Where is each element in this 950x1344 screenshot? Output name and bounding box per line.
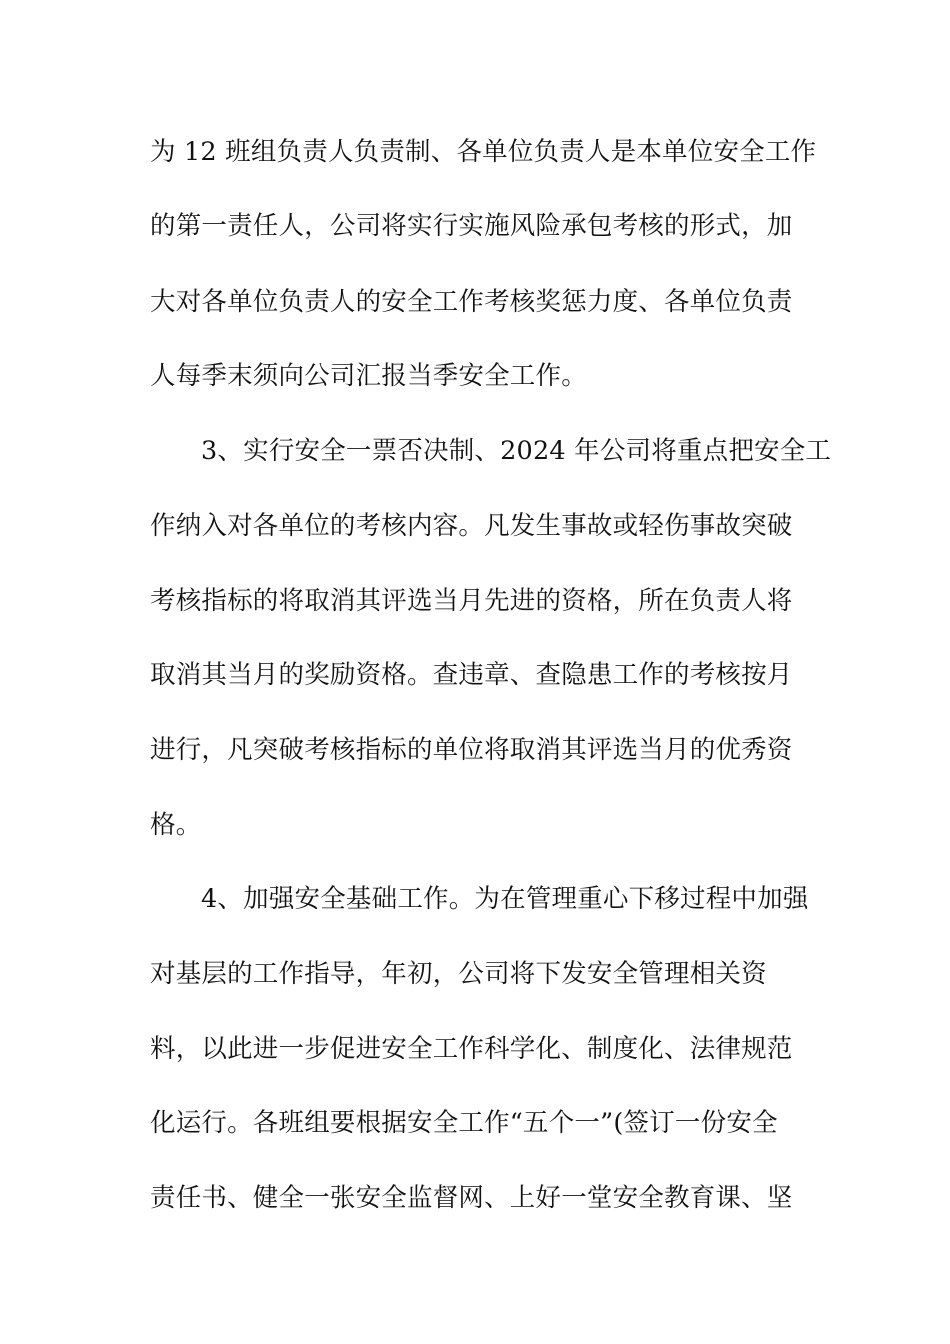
paragraph-start-line: 3、实行安全一票否决制、2024 年公司将重点把安全工 <box>201 436 832 466</box>
text-line: 为 12 班组负责人负责制、各单位负责人是本单位安全工作 <box>150 137 817 167</box>
text-line: 作纳入对各单位的考核内容。凡发生事故或轻伤事故突破 <box>150 511 793 541</box>
text-line: 对基层的工作指导，年初，公司将下发安全管理相关资 <box>150 959 767 989</box>
text-line: 进行，凡突破考核指标的单位将取消其评选当月的优秀资 <box>150 735 793 765</box>
text-line: 的第一责任人，公司将实行实施风险承包考核的形式，加 <box>150 211 793 241</box>
text-line: 大对各单位负责人的安全工作考核奖惩力度、各单位负责 <box>150 287 793 317</box>
text-line: 化运行。各班组要根据安全工作“五个一”(签订一份安全 <box>150 1108 778 1138</box>
text-line: 责任书、健全一张安全监督网、上好一堂安全教育课、坚 <box>150 1183 793 1213</box>
text-line: 人每季末须向公司汇报当季安全工作。 <box>150 361 587 391</box>
text-line: 格。 <box>150 810 202 840</box>
text-line: 考核指标的将取消其评选当月先进的资格，所在负责人将 <box>150 586 793 616</box>
paragraph-start-line: 4、加强安全基础工作。为在管理重心下移过程中加强 <box>201 884 809 914</box>
text-line: 料，以此进一步促进安全工作科学化、制度化、法律规范 <box>150 1034 793 1064</box>
text-line: 取消其当月的奖励资格。查违章、查隐患工作的考核按月 <box>150 660 793 690</box>
